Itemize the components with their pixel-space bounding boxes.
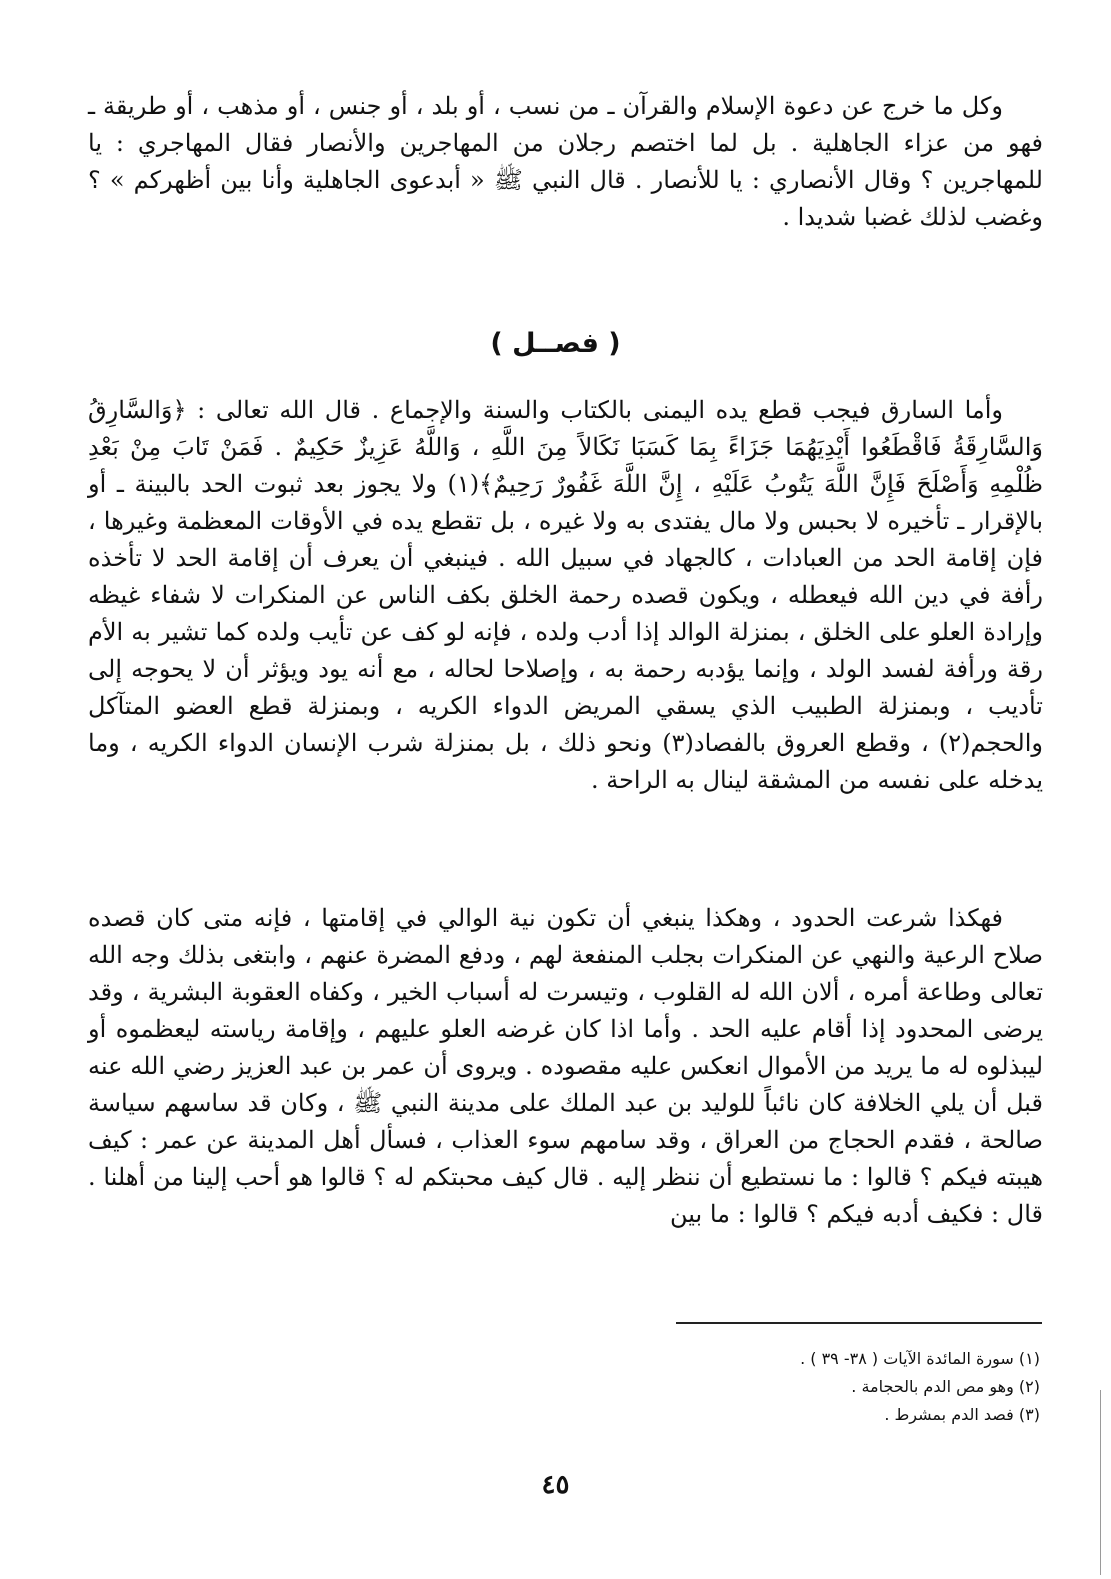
paragraph-text: فهكذا شرعت الحدود ، وهكذا ينبغي أن تكون نية الوالي في إقامتها ، فإنه متى كان قصده صلاح الرعية والنهي عن المنكرات بجلب المنفعة لهم ، ودفع المضرة عنهم ، وابتغى بذلك وجه الله تعالى وطاعة أمره ، ألان الله له القلوب ، وتيسرت له أسباب الخير ، وكفاه العقوبة البشرية ، وقد يرضى المحدود إذا أقام عليه الحد . وأما اذا كان غرضه العلو عليهم ، وإقامة رياسته ليعظموه أو ليبذلوه له ما يريد من الأموال انعكس عليه مقصوده . ويروى أن عمر بن عبد العزيز رضي الله عنه قبل أن يلي الخلافة كان نائباً للوليد بن عبد الملك على مدينة النبي ﷺ ، وكان قد ساسهم سياسة صالحة ، فقدم الحجاج من العراق ، وقد سامهم سوء العذاب ، فسأل أهل المدينة عن عمر : كيف هيبته فيكم ؟ قالوا : ما نستطيع أن ننظر إليه . قال كيف محبتكم له ؟ قالوا هو أحب إلينا من أهلنا . قال : فكيف أدبه فيكم ؟ قالوا : ما بين	[88, 904, 1044, 1228]
footnotes-list	[500, 1345, 1040, 1429]
footnote-divider	[676, 1322, 1042, 1324]
scan-edge-line	[1100, 1390, 1101, 1575]
footnote-3: (٣) فصد الدم بمشرط .	[884, 1405, 1040, 1424]
section-heading: ( فصــل )	[490, 328, 621, 359]
footnote-2: (٢) وهو مص الدم بالحجامة .	[851, 1377, 1040, 1396]
paragraph-text: وأما السارق فيجب قطع يده اليمنى بالكتاب والسنة والإجماع . قال الله تعالى : ﴿وَالسَّارِقُ وَالسَّارِقَةُ فَاقْطَعُوا أَيْدِيَهُمَا جَزَاءً بِمَا كَسَبَا نَكَالاً مِنَ اللَّهِ ، وَاللَّهُ عَزِيزٌ حَكِيمٌ . فَمَنْ تَابَ مِنْ بَعْدِ ظُلْمِهِ وَأَصْلَحَ فَإِنَّ اللَّهَ يَتُوبُ عَلَيْهِ ، إِنَّ اللَّهَ غَفُورٌ رَحِيمٌ﴾(١) ولا يجوز بعد ثبوت الحد بالبينة ـ أو بالإقرار ـ تأخيره لا بحبس ولا مال يفتدى به ولا غيره ، بل تقطع يده في الأوقات المعظمة وغيرها ، فإن إقامة الحد من العبادات ، كالجهاد في سبيل الله . فينبغي أن يعرف أن إقامة الحد لا تأخذه رأفة في دين الله فيعطله ، ويكون قصده رحمة الخلق بكف الناس عن المنكرات لا شفاء غيظه وإرادة العلو على الخلق ، بمنزلة الوالد إذا أدب ولده ، فإنه لو كف عن تأيب ولده كما تشير به الأم رقة ورأفة لفسد الولد ، وإنما يؤدبه رحمة به ، وإصلاحا لحاله ، مع أنه يود ويؤثر أن لا يحوجه إلى تأديب ، وبمنزلة الطبيب الذي يسقي المريض الدواء الكريه ، وبمنزلة قطع العضو المتآكل والحجم(٢) ، وقطع العروق بالفصاد(٣) ونحو ذلك ، بل بمنزلة شرب الإنسان الدواء الكريه ، وما يدخله على نفسه من المشقة لينال به الراحة .	[88, 396, 1043, 794]
paragraph-jahiliyya	[88, 88, 1043, 236]
paragraph-text: وكل ما خرج عن دعوة الإسلام والقرآن ـ من نسب ، أو بلد ، أو جنس ، أو مذهب ، أو طريقة ـ فهو من عزاء الجاهلية . بل لما اختصم رجلان من المهاجرين والأنصار فقال المهاجري : يا للمهاجرين ؟ وقال الأنصاري : يا للأنصار . قال النبي ﷺ « أبدعوى الجاهلية وأنا بين أظهركم » ؟ وغضب لذلك غضبا شديدا .	[88, 92, 1043, 231]
footnote-1: (١) سورة المائدة الآيات ( ٣٨- ٣٩ ) .	[800, 1349, 1040, 1368]
paragraph-thief	[88, 392, 1043, 799]
paragraph-hudud	[88, 900, 1043, 1233]
page-number: ٤٥	[541, 1470, 570, 1500]
